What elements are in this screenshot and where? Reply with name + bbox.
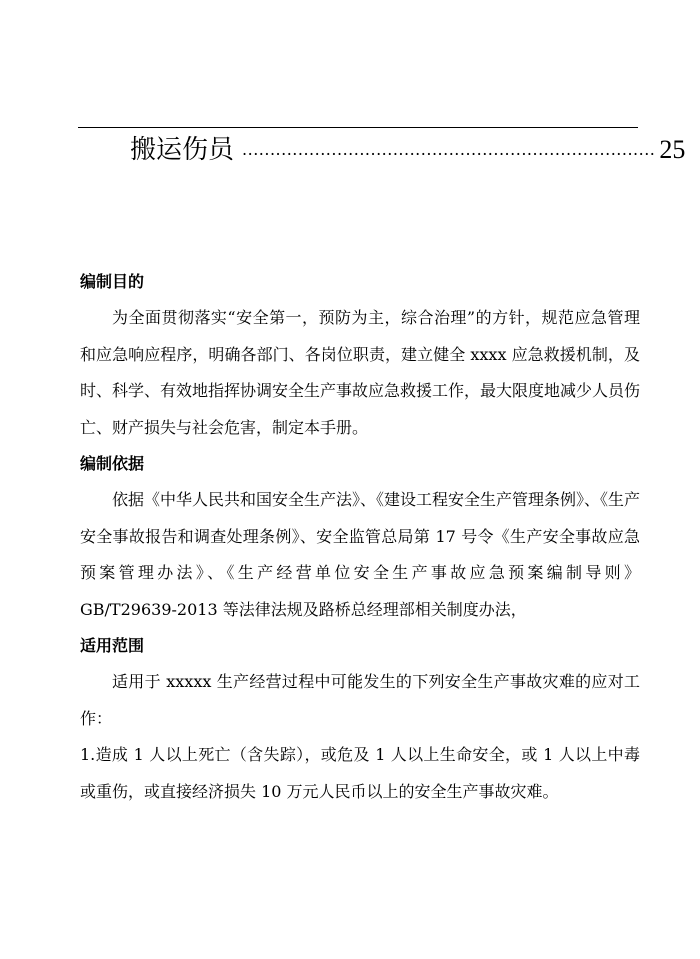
- section-heading-basis: 编制依据: [80, 454, 145, 473]
- list-item-scope-1: 1.造成 1 人以上死亡（含失踪），或危及 1 人以上生命安全，或 1 人以上中毒或重伤，或直接经济损失 10 万元人民币以上的安全生产事故灾难。: [80, 745, 640, 801]
- section-heading-scope: 适用范围: [80, 636, 145, 655]
- paragraph-scope: 适用于 xxxxx 生产经营过程中可能发生的下列安全生产事故灾难的应对工作：: [80, 672, 640, 728]
- paragraph-basis: 依据《中华人民共和国安全生产法》、《建设工程安全生产管理条例》、《生产安全事故报告和调查处理条例》、安全监管总局第 17 号令《生产安全事故应急预案管理办法》、《生产经营单位安全生产事故应急预案编制导则》GB/T29639-2013 等法律法规及路桥总经理部相关制度办法，: [80, 490, 641, 619]
- document-body: [80, 266, 640, 810]
- toc-entry[interactable]: [130, 130, 686, 168]
- section-heading-purpose: 编制目的: [80, 272, 145, 291]
- header-rule: [78, 127, 638, 128]
- toc-page-number: 25: [659, 135, 686, 164]
- paragraph-purpose: 为全面贯彻落实“安全第一，预防为主，综合治理”的方针，规范应急管理和应急响应程序，明确各部门、各岗位职责，建立健全 xxxx 应急救援机制，及时、科学、有效地指挥协调安全生产事故应急救援工作，最大限度地减少人员伤亡、财产损失与社会危害，制定本手册。: [80, 308, 641, 437]
- toc-entry-title: 搬运伤员: [130, 135, 235, 165]
- toc-leader-dots: ..........................................................................: [242, 140, 656, 159]
